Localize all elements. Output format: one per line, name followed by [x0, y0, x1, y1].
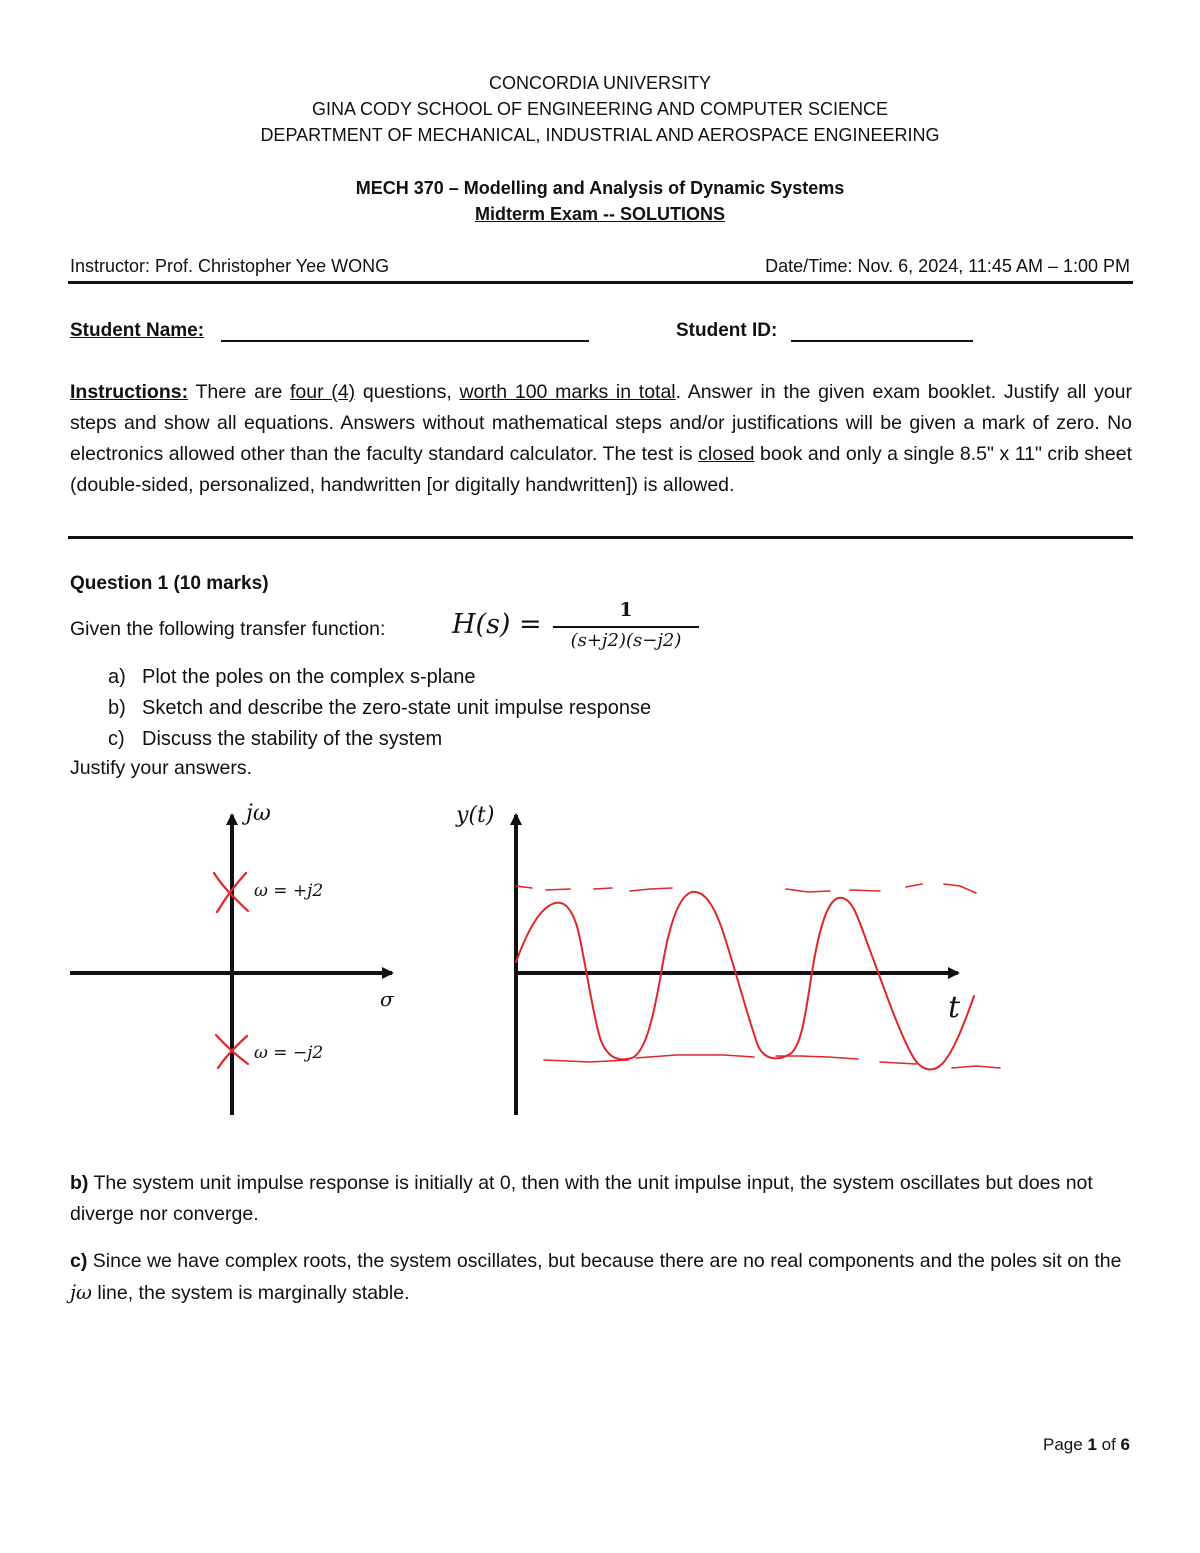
fraction-denominator: (s+j2)(s−j2) [570, 630, 682, 651]
upper-envelope [516, 884, 976, 893]
answer-c-math: jω [70, 1281, 92, 1304]
list-text: Plot the poles on the complex s-plane [142, 666, 476, 688]
s-plane-y-label: jω [246, 801, 271, 826]
answer-b [70, 1168, 1130, 1230]
answer-c-text-2: line, the system is marginally stable. [91, 1282, 410, 1304]
instructions-closed: closed [698, 443, 755, 465]
answer-b-text: The system unit impulse response is initially at 0, then with the unit impulse input, the system oscillates but does not diverge nor converge. [70, 1172, 1093, 1225]
s-plane-x-label: σ [380, 987, 394, 1011]
exam-title-text: Midterm Exam -- SOLUTIONS [474, 204, 726, 224]
list-letter: c) [108, 728, 125, 750]
university-name: CONCORDIA UNIVERSITY [488, 73, 712, 93]
datetime-line: Date/Time: Nov. 6, 2024, 11:45 AM – 1:00 PM [765, 256, 1130, 276]
justify-line: Justify your answers. [70, 757, 253, 779]
instructor-line: Instructor: Prof. Christopher Yee WONG [70, 256, 390, 276]
answer-c [70, 1246, 1130, 1309]
page-word: Page [1043, 1435, 1088, 1454]
list-letter: b) [108, 697, 126, 719]
list-text: Sketch and describe the zero-state unit impulse response [142, 697, 652, 719]
page-footer [1043, 1435, 1130, 1455]
fraction-numerator: 1 [619, 599, 633, 621]
instructions-four: four (4) [290, 381, 356, 403]
instructions-text-4: book and only a single 8.5" x 11" crib sheet (double-sided, personalized, handwritten [or digitally handwritten]) is allowed. [70, 443, 1132, 496]
response-y-label: y(t) [456, 803, 495, 828]
department-name: DEPARTMENT OF MECHANICAL, INDUSTRIAL AND AEROSPACE ENGINEERING [260, 125, 940, 145]
page-total: 6 [1120, 1435, 1130, 1454]
answer-c-text-1: Since we have complex roots, the system oscillates, but because there are no real components and the poles sit on the [87, 1250, 1122, 1272]
transfer-function-lhs: H(s) = [452, 609, 542, 640]
of-word: of [1096, 1435, 1121, 1454]
list-letter: a) [108, 666, 126, 688]
instructions-label: Instructions: [70, 381, 189, 403]
instructions-text-1: There are [188, 381, 290, 403]
pole-lower-label: ω = −j2 [254, 1043, 324, 1063]
page-number: 1 [1087, 1435, 1097, 1454]
pole-upper-label: ω = +j2 [254, 881, 324, 901]
instructions-text-2: questions, [355, 381, 460, 403]
school-name: GINA CODY SCHOOL OF ENGINEERING AND COMPUTER SCIENCE [311, 99, 889, 119]
s-plane-diagram [70, 801, 395, 1115]
answer-c-prefix: c) [70, 1250, 88, 1272]
student-id-label: Student ID: [676, 320, 778, 341]
impulse-response-curve [516, 892, 974, 1070]
impulse-response-diagram [455, 803, 1000, 1115]
instructions-text-3: . Answer in the given exam booklet. Justify all your steps and show all equations. Answers without mathematical steps and/or justifications will be given a mark of zero. No electronics allowed other than the faculty standard calculator. The test is [70, 381, 1132, 465]
student-name-label: Student Name: [70, 320, 205, 341]
response-t-label: t [948, 990, 961, 1025]
question-1-title: Question 1 (10 marks) [70, 573, 269, 594]
list-text: Discuss the stability of the system [142, 728, 443, 750]
answer-b-prefix: b) [70, 1172, 89, 1194]
course-title: MECH 370 – Modelling and Analysis of Dynamic Systems [355, 178, 845, 198]
transfer-function-intro: Given the following transfer function: [70, 618, 386, 640]
instructions-worth: worth 100 marks in total [459, 381, 676, 403]
